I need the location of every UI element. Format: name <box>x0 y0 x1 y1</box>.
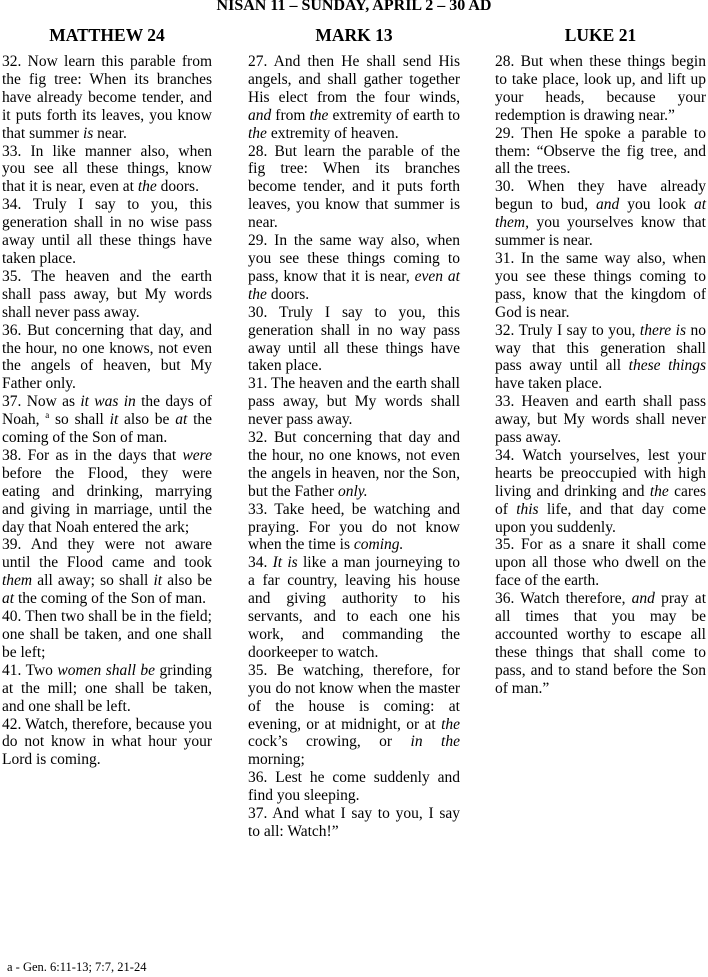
verse <box>2 196 212 268</box>
verse-text: 30. Truly I say to you, this generation shall in no way pass away until all these things have taken place. <box>248 303 460 375</box>
verse-text: life, and that day come upon you suddenly. <box>495 500 706 536</box>
verse-text: 31. The heaven and the earth shall pass away, but My words shall never pass away. <box>248 375 460 429</box>
verse-text: before the Flood, they were eating and drinking, marrying and giving in marriage, until the day that Noah entered the ark; <box>2 464 212 536</box>
verse-text: 41. Two <box>2 661 58 679</box>
verse-text: 35. For as a snare it shall come upon all those who dwell on the face of the earth. <box>495 536 706 590</box>
verse-text: the days of Noah, <box>2 393 212 429</box>
verse-italic-text: is <box>82 124 94 142</box>
verse-italic-text: the <box>137 178 157 196</box>
verse-italic-text: the <box>248 124 267 142</box>
verse-text: 39. And they were not aware until the Flood came and took <box>2 536 212 572</box>
verse-italic-text: the <box>441 715 460 733</box>
verse-text: 34. Truly I say to you, this generation shall in no wise pass away until all these things have taken place. <box>2 196 212 267</box>
verse <box>2 143 212 197</box>
verse-italic-text: coming. <box>353 536 404 554</box>
verse-italic-text: only. <box>337 482 368 500</box>
verse <box>2 662 212 716</box>
verse-text: 28. But learn the parable of the fig tree: When its branches become tender, and it puts forth leaves, you know that summer is near. <box>248 142 460 232</box>
verse-text: so shall <box>49 411 110 429</box>
verse-italic-text: were <box>182 446 212 464</box>
verse-italic-text: and <box>631 590 655 608</box>
verse-italic-text: in the <box>410 733 460 751</box>
verse-italic-text: It is <box>272 554 298 572</box>
verse <box>495 322 706 394</box>
verse-italic-text: them <box>2 572 33 590</box>
verse-text: doors. <box>266 285 310 303</box>
verse-italic-text: at them, <box>495 196 706 232</box>
verse <box>248 662 460 769</box>
verse-text: 33. In like manner also, when you see all these things, know that it is near, even at <box>2 142 212 196</box>
column-mark-text <box>248 53 460 841</box>
verse-italic-text: there is <box>639 321 687 339</box>
footnote-marker: a <box>45 410 50 421</box>
verse-text: morning; <box>248 751 305 769</box>
verse-text: 36. Lest he come suddenly and find you sleeping. <box>248 769 460 805</box>
verse <box>248 429 460 501</box>
verse <box>495 393 706 447</box>
verse-italic-text: at <box>2 590 15 608</box>
verse-text: 33. Take heed, be watching and praying. For you do not know when the time is <box>248 500 460 554</box>
verse <box>248 53 460 143</box>
verse-italic-text: these things <box>628 357 707 375</box>
verse <box>2 536 212 608</box>
verse <box>248 805 460 841</box>
verse-text: 34. <box>248 554 273 572</box>
verse-text: 36. But concerning that day, and the hour, no one knows, not even the angels of heaven, but My Father only. <box>2 321 212 393</box>
verse-text: like a man journeying to a far country, leaving his house and giving authority to his servants, and to each one his work, and commanding the doorkeeper to watch. <box>248 554 460 661</box>
verse-text: no way that this generation shall pass away until all <box>495 321 706 375</box>
verse-text: the coming of the Son of man. <box>2 411 212 447</box>
verse-text: doors. <box>156 178 199 196</box>
verse-italic-text: women shall be <box>57 661 155 679</box>
verse-text: 29. In the same way also, when you see these things coming to pass, know that it is near, <box>248 232 460 285</box>
verse-text: have taken place. <box>495 375 603 393</box>
verse-text: 29. Then He spoke a parable to them: “Observe the fig tree, and all the trees. <box>495 124 706 178</box>
verse-text: all away; so shall <box>32 572 154 590</box>
verse <box>248 769 460 805</box>
verse <box>2 53 212 143</box>
verse-text: 27. And then He shall send His angels, and shall gather together His elect from the four winds, <box>248 53 460 106</box>
verse-text: the coming of the Son of man. <box>14 590 207 608</box>
verse <box>248 232 460 304</box>
footnote: a - Gen. 6:11-13; 7:7, 21-24 <box>7 960 147 974</box>
verse-italic-text: at <box>175 411 188 429</box>
verse <box>248 143 460 233</box>
column-matthew-text <box>2 53 212 769</box>
column-title-mark: MARK 13 <box>315 25 393 45</box>
verse-italic-text: it <box>153 572 163 590</box>
verse-text: 32. Now learn this parable from the fig tree: When its branches have already become tender, and it puts forth its leaves, you know that summer <box>2 53 212 142</box>
verse <box>2 608 212 662</box>
verse-text: 38. For as in the days that <box>2 446 183 464</box>
verse-italic-text: and <box>248 106 272 124</box>
verse-text: from <box>271 106 310 124</box>
verse-italic-text: it <box>109 411 119 429</box>
verse-italic-text: even at the <box>248 267 460 303</box>
verse-text: 34. Watch yourselves, lest your hearts be preoccupied with high living and drinking and <box>495 446 706 500</box>
verse <box>495 590 706 697</box>
verse-text: pray at all times that you may be accounted worthy to escape all these things that shall come to pass, and to stand before the Son of man.” <box>495 590 706 697</box>
verse-text: near. <box>93 124 127 142</box>
verse-text: 42. Watch, therefore, because you do not know in what hour your Lord is coming. <box>2 715 212 769</box>
verse-text: 35. The heaven and the earth shall pass away, but My words shall never pass away. <box>2 267 212 321</box>
verse <box>495 178 706 250</box>
verse-text: 40. Then two shall be in the field; one shall be taken, and one shall be left; <box>2 608 212 661</box>
verse-text: cock’s crowing, or <box>248 733 411 751</box>
verse <box>248 501 460 555</box>
verse-text: grinding at the mill; one shall be taken, and one shall be left. <box>2 661 212 715</box>
verse-text: cares of <box>495 482 706 518</box>
verse <box>495 53 706 125</box>
verse-text: 31. In the same way also, when you see these things coming to pass, know that the kingdom of God is near. <box>495 249 706 321</box>
verse-italic-text: and <box>595 196 620 214</box>
verse <box>495 250 706 322</box>
verse-text: 28. But when these things begin to take place, look up, and lift up your heads, because your redemption is drawing near.” <box>495 53 706 124</box>
verse-text: 36. Watch therefore, <box>495 590 632 608</box>
verse-text: also be <box>118 411 176 429</box>
verse <box>2 716 212 770</box>
verse-text: 32. But concerning that day and the hour, no one knows, not even the angels in heaven, nor the Son, but the Father <box>248 429 460 500</box>
verse <box>248 375 460 429</box>
verse-text: you look <box>619 196 694 214</box>
verse <box>495 536 706 590</box>
verse <box>2 322 212 394</box>
verse-text: 33. Heaven and earth shall pass away, but My words shall never pass away. <box>495 393 706 447</box>
verse-text: 37. And what I say to you, I say to all: Watch!” <box>248 805 460 840</box>
verse-text: extremity of earth to <box>328 106 460 124</box>
verse <box>2 393 212 447</box>
verse-text: 35. Be watching, therefore, for you do not know when the master of the house is coming: at evening, or at midnight, or at <box>248 661 460 733</box>
column-title-luke: LUKE 21 <box>564 25 637 45</box>
verse-italic-text: this <box>516 500 539 518</box>
verse-text: 30. When they have already begun to bud, <box>495 178 706 214</box>
verse <box>495 447 706 537</box>
verse-text: extremity of heaven. <box>266 124 399 142</box>
verse-text: 32. Truly I say to you, <box>495 321 640 339</box>
verse-text: also be <box>162 572 212 590</box>
verse-italic-text: it was in <box>80 393 136 411</box>
verse-text: you yourselves know that summer is near. <box>495 214 706 250</box>
page-title: NISAN 11 – SUNDAY, APRIL 2 – 30 AD <box>216 0 492 14</box>
verse <box>495 125 706 179</box>
column-luke-text <box>495 53 706 698</box>
column-title-matthew: MATTHEW 24 <box>49 25 165 45</box>
verse-text: 37. Now as <box>2 393 81 411</box>
verse-italic-text: the <box>649 482 669 500</box>
verse-italic-text: the <box>309 106 329 124</box>
verse <box>2 447 212 537</box>
verse <box>248 304 460 376</box>
verse <box>248 554 460 661</box>
verse <box>2 268 212 322</box>
